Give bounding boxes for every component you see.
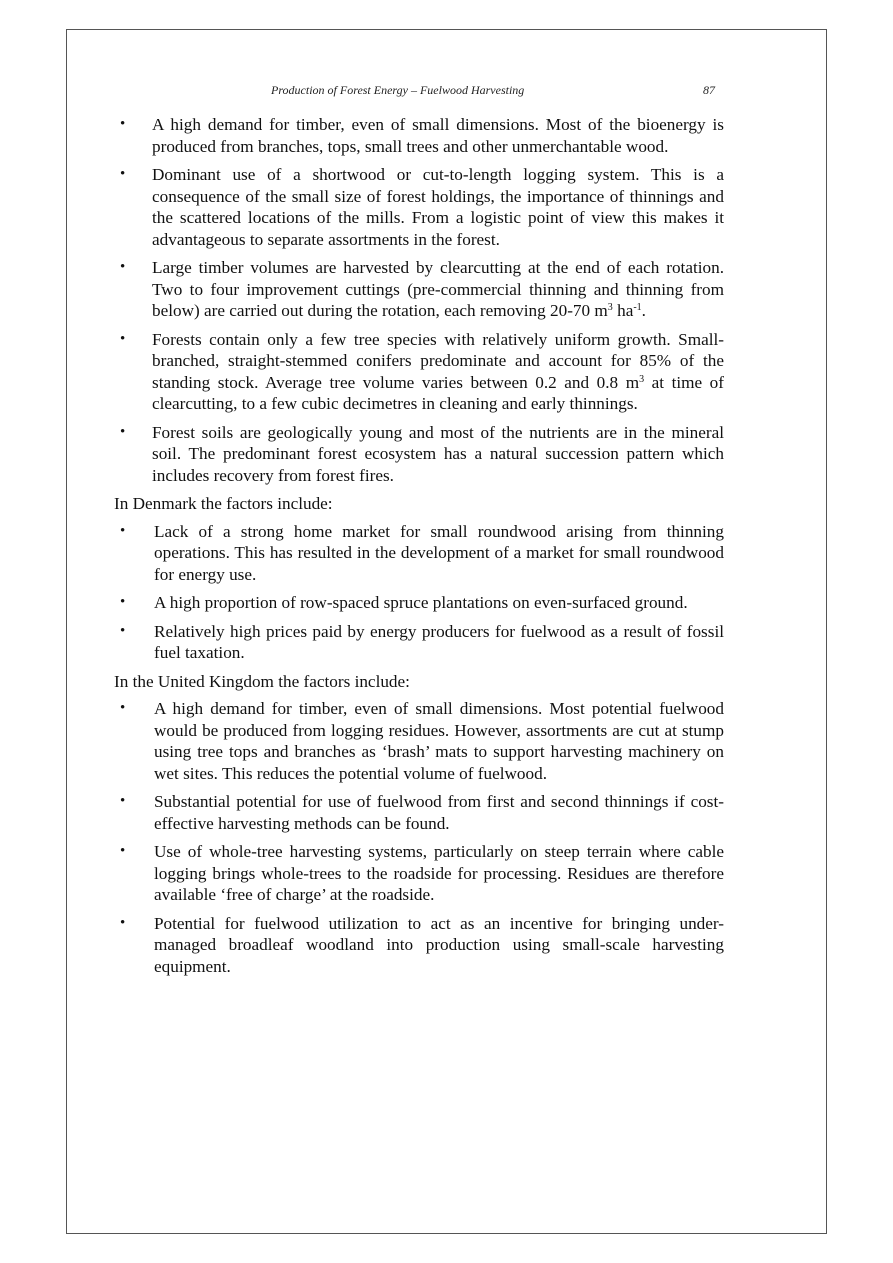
- list-item-text: A high demand for timber, even of small dimensions. Most potential fuelwood would be produced from logging residues. However, assortments are cut at stump using tree tops and branches as ‘brash’ mats to support harvesting machinery on wet sites. This reduces the potential volume of fuelwood.: [154, 699, 724, 783]
- page-number: 87: [703, 83, 715, 97]
- list-item: [116, 329, 724, 415]
- bullet-icon: •: [120, 166, 126, 182]
- uk-intro: In the United Kingdom the factors include:: [114, 671, 410, 691]
- list-item: [116, 164, 724, 250]
- running-header-title: Production of Forest Energy – Fuelwood Harvesting: [271, 83, 525, 97]
- list-item: [116, 114, 724, 157]
- bullet-icon: •: [120, 622, 126, 639]
- running-header: [0, 83, 893, 101]
- list-item-text: Large timber volumes are harvested by clearcutting at the end of each rotation. Two to four improvement cuttings (pre-commercial thinning and thinning from below) are carried out during the rotation, each removing 20-70 $m^3$ $ha^{-1}$.: [152, 258, 724, 320]
- list-item: [116, 592, 724, 614]
- factor-list-denmark: [116, 521, 724, 664]
- list-item-text: Lack of a strong home market for small roundwood arising from thinning operations. This has resulted in the development of a market for small roundwood for energy use.: [154, 521, 724, 584]
- page-body: [116, 114, 724, 984]
- bullet-icon: •: [120, 423, 126, 440]
- list-item-text: Relatively high prices paid by energy producers for fuelwood as a result of fossil fuel taxation.: [154, 621, 724, 662]
- bullet-icon: •: [120, 330, 126, 347]
- bullet-icon: •: [120, 843, 126, 859]
- list-item: [116, 791, 724, 834]
- denmark-intro: In Denmark the factors include:: [114, 494, 333, 513]
- list-item: [116, 621, 724, 664]
- list-item: [116, 698, 724, 784]
- bullet-icon: •: [120, 116, 126, 132]
- list-item: [116, 257, 724, 322]
- bullet-icon: •: [120, 700, 126, 716]
- list-item: [116, 422, 724, 487]
- list-item: [116, 841, 724, 906]
- list-item-text: A high proportion of row-spaced spruce plantations on even-surfaced ground.: [154, 593, 688, 612]
- list-item-text: A high demand for timber, even of small dimensions. Most of the bioenergy is produced from branches, tops, small trees and other unmerchantable wood.: [152, 115, 724, 156]
- list-item-text: Forest soils are geologically young and most of the nutrients are in the mineral soil. The predominant forest ecosystem has a natural succession pattern which includes recovery from forest fires.: [152, 422, 724, 485]
- list-item-text: Use of whole-tree harvesting systems, particularly on steep terrain where cable logging brings whole-trees to the roadside for processing. Residues are therefore available ‘free of charge’ at the roadside.: [154, 842, 724, 904]
- factor-list-1: [116, 114, 724, 486]
- bullet-icon: •: [120, 522, 126, 539]
- list-item-text: Potential for fuelwood utilization to act as an incentive for bringing under-managed broadleaf woodland into production using small-scale harvesting equipment.: [154, 913, 724, 976]
- bullet-icon: •: [120, 914, 126, 931]
- bullet-icon: •: [120, 793, 126, 809]
- bullet-icon: •: [120, 259, 126, 275]
- list-item-text: Dominant use of a shortwood or cut-to-length logging system. This is a consequence of the small size of forest holdings, the importance of thinnings and the scattered locations of the mills. From a logistic point of view this makes it advantageous to separate assortments in the forest.: [152, 165, 724, 249]
- list-item: [116, 521, 724, 586]
- bullet-icon: •: [120, 594, 126, 610]
- list-item-text: Forests contain only a few tree species with relatively uniform growth. Small-branched, straight-stemmed conifers predominate and account for 85% of the standing stock. Average tree volume varies between 0.2 and 0.8 $m^3$ at time of clearcutting, to a few cubic decimetres in cleaning and early thinnings.: [152, 329, 724, 413]
- list-item-text: Substantial potential for use of fuelwood from first and second thinnings if cost-effective harvesting methods can be found.: [154, 792, 724, 833]
- factor-list-uk: [116, 698, 724, 977]
- list-item: [116, 913, 724, 978]
